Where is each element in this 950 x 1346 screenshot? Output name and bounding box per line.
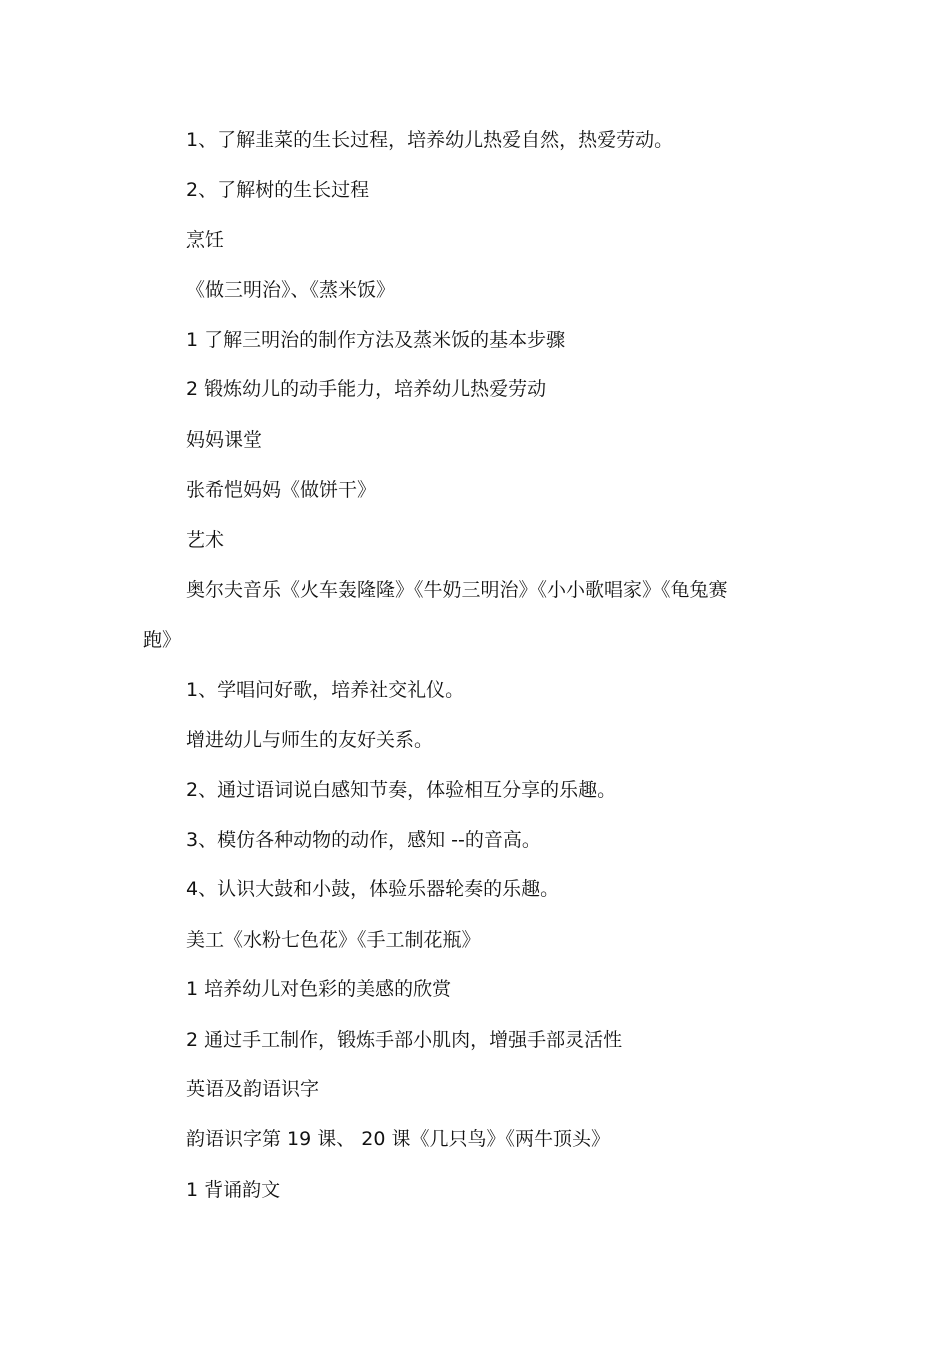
text-line: 韵语识字第 19 课、 20 课《几只鸟》《两牛顶头》: [186, 1128, 611, 1150]
text-line: 1、学唱问好歌，培养社交礼仪。: [186, 679, 465, 701]
text-line: 1 背诵韵文: [186, 1179, 281, 1201]
text-line: 《做三明治》、《蒸米饭》: [186, 279, 396, 301]
text-line: 美工《水粉七色花》《手工制花瓶》: [186, 929, 481, 951]
section-heading: 英语及韵语识字: [186, 1078, 320, 1100]
text-line: 2、了解树的生长过程: [186, 179, 370, 201]
text-line-continuation: 跑》: [143, 629, 182, 651]
text-line: 2 锻炼幼儿的动手能力，培养幼儿热爱劳动: [186, 378, 547, 400]
section-heading: 烹饪: [186, 229, 225, 251]
text-line: 1 培养幼儿对色彩的美感的欣赏: [186, 978, 452, 1000]
text-line: 增进幼儿与师生的友好关系。: [186, 729, 434, 751]
text-line: 1、了解韭菜的生长过程，培养幼儿热爱自然，热爱劳动。: [186, 129, 674, 151]
text-line: 2 通过手工制作，锻炼手部小肌肉，增强手部灵活性: [186, 1029, 623, 1051]
text-line: 3、模仿各种动物的动作，感知 --的音高。: [186, 829, 541, 851]
text-line: 张希恺妈妈《做饼干》: [186, 479, 377, 501]
text-line: 1 了解三明治的制作方法及蒸米饭的基本步骤: [186, 329, 566, 351]
text-line: 4、认识大鼓和小鼓，体验乐器轮奏的乐趣。: [186, 878, 560, 900]
text-line: 奥尔夫音乐《火车轰隆隆》《牛奶三明治》《小小歌唱家》《龟兔赛: [186, 579, 728, 601]
section-heading: 艺术: [186, 529, 225, 551]
text-line: 2、通过语词说白感知节奏，体验相互分享的乐趣。: [186, 779, 617, 801]
section-heading: 妈妈课堂: [186, 429, 263, 451]
